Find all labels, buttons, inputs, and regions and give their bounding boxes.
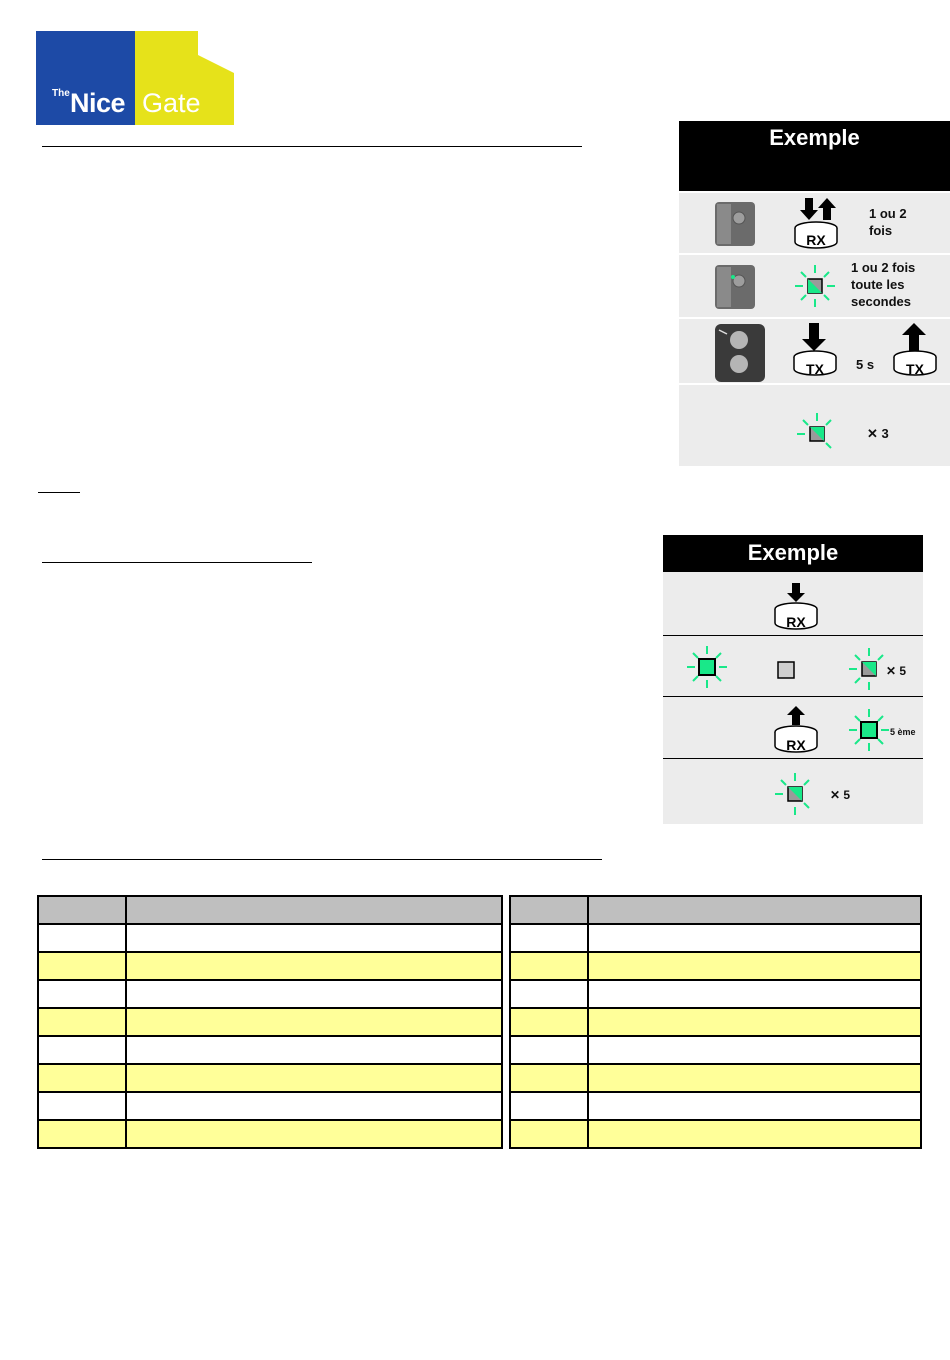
receiver-led-device-icon [713, 263, 757, 311]
nice-gate-logo [36, 31, 234, 125]
rx-label: RX [786, 737, 806, 753]
table-header-cell [126, 896, 502, 924]
table-header-row [38, 896, 502, 924]
table-header-row [510, 896, 921, 924]
led-blink-icon [773, 771, 817, 817]
panel-1-row-3 [679, 317, 950, 385]
table-row [510, 980, 921, 1008]
table-header-cell [510, 896, 588, 924]
table-row [510, 1120, 921, 1148]
panel-1-row-1 [679, 191, 950, 255]
led-blink-icon [793, 263, 837, 309]
panel-1-row-1-text: 1 ou 2 fois [869, 206, 907, 238]
remote-control-icon [713, 322, 767, 384]
table-row [38, 1092, 502, 1120]
panel-1-row-2 [679, 253, 950, 319]
section-rule-3 [42, 562, 312, 563]
section-rule-2 [38, 492, 80, 493]
blink-count: ✕ 3 [867, 426, 889, 441]
panel-2-title: Exemple [663, 535, 923, 572]
example-panel-2 [663, 535, 923, 824]
table-row [510, 924, 921, 952]
table-row [38, 1008, 502, 1036]
table-row [38, 924, 502, 952]
table-header-cell [38, 896, 126, 924]
panel-1-row-4 [679, 383, 950, 468]
panel-2-row-2 [663, 635, 923, 697]
table-row [38, 980, 502, 1008]
led-blink-icon [847, 646, 891, 692]
section-rule-1 [42, 146, 582, 147]
table-row [510, 952, 921, 980]
code-table-right [509, 895, 922, 1149]
panel-1-title: Exemple [679, 121, 950, 191]
table-row [510, 1036, 921, 1064]
logo-product: Gate [142, 88, 201, 118]
panel-2-row-1 [663, 572, 923, 635]
release-tx-icon [891, 321, 941, 379]
tx-label-2: TX [906, 361, 924, 377]
led-blink-icon [795, 411, 839, 457]
table-row [38, 1064, 502, 1092]
press-release-rx-icon [791, 194, 845, 252]
section-rule-4 [42, 859, 602, 860]
table-row [510, 1092, 921, 1120]
example-panel-1 [679, 121, 950, 466]
receiver-device-icon [713, 200, 757, 248]
rx-label: RX [786, 614, 806, 630]
led-on-icon [847, 707, 891, 753]
table-row [38, 1036, 502, 1064]
table-row [510, 1008, 921, 1036]
table-row [38, 1120, 502, 1148]
code-table-left [37, 895, 503, 1149]
blink-count: ✕ 5 [886, 664, 907, 678]
led-off-icon [776, 660, 796, 680]
release-rx-icon [771, 703, 821, 757]
fifth-label: 5 ème [890, 727, 916, 737]
logo-prefix: The [52, 88, 70, 99]
press-rx-icon [771, 580, 821, 634]
panel-2-row-3 [663, 696, 923, 759]
table-row [38, 952, 502, 980]
panel-2-row-4 [663, 758, 923, 825]
blink-count: ✕ 5 [830, 788, 851, 802]
rx-label: RX [806, 232, 826, 248]
led-on-icon [685, 644, 729, 690]
press-tx-icon [791, 321, 841, 379]
table-row [510, 1064, 921, 1092]
hold-duration: 5 s [856, 357, 875, 372]
logo-brand: Nice [70, 88, 126, 118]
tx-label-1: TX [806, 361, 824, 377]
table-header-cell [588, 896, 921, 924]
panel-1-row-2-text: 1 ou 2 fois toute les secondes [851, 260, 916, 309]
